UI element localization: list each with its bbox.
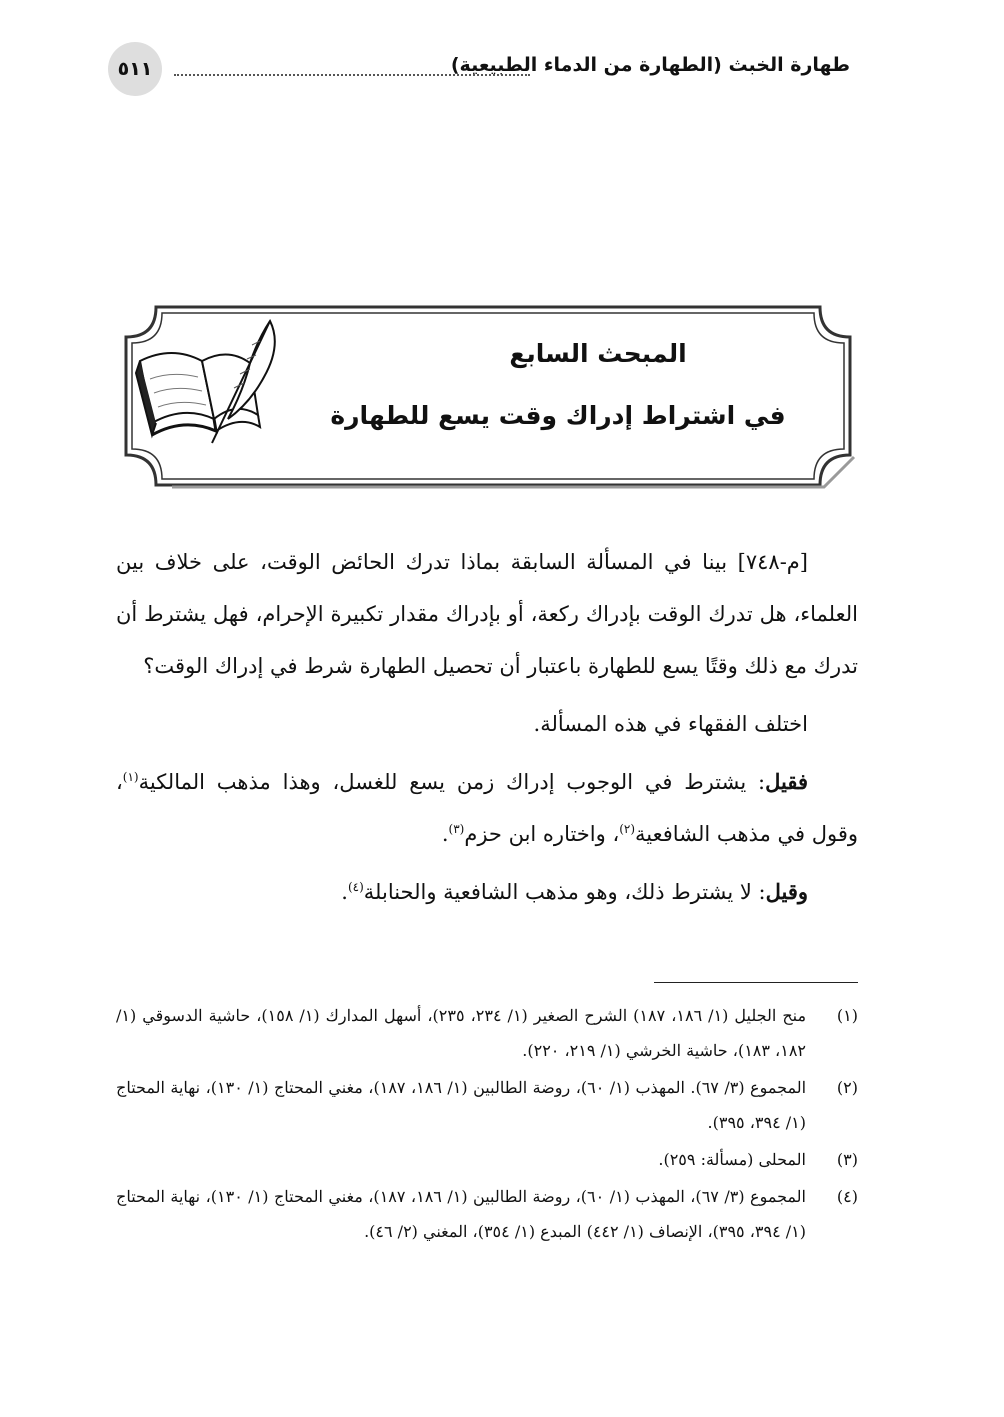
book-and-quill-icon: [132, 311, 282, 451]
running-header-title: طهارة الخبث (الطهارة من الدماء الطبيعية): [450, 54, 850, 76]
footnote-number: (٢): [836, 1078, 858, 1097]
opinion-label: وقيل: [765, 879, 808, 904]
footnotes: [116, 998, 858, 1251]
footnote-separator: [654, 982, 858, 983]
footnote-number: (١): [836, 1006, 858, 1025]
footnote-ref: (٢): [619, 822, 636, 836]
footnote: [116, 1179, 858, 1249]
paragraph-disagreement: اختلف الفقهاء في هذه المسألة.: [533, 712, 808, 736]
footnote-text: المحلى (مسألة: ٢٥٩).: [658, 1150, 806, 1169]
footnote-text: منح الجليل (١/ ١٨٦، ١٨٧) الشرح الصغير (١/ ٢٣٤، ٢٣٥)، أسهل المدارك (١/ ١٥٨)، حاشية الدسوقي (١/ ١٨٢، ١٨٣)، حاشية الخرشي (١/ ٢١٩، ٢٢٠).: [116, 1006, 807, 1060]
footnote-ref: (٣): [448, 822, 465, 836]
paragraph-second-opinion: وقيل: لا يشترط ذلك، وهو مذهب الشافعية والحنابلة$^{(٤)}$.: [341, 879, 808, 904]
footnote-text: المجموع (٣/ ٦٧)، المهذب (١/ ٦٠)، روضة الطالبين (١/ ١٨٦، ١٨٧)، مغني المحتاج (١/ ١٣٠)، نهاية المحتاج (١/ ٣٩٤، ٣٩٥)، الإنصاف (١/ ٤٤٢) المبدع (١/ ٣٥٤)، المغني (٢/ ٤٦).: [116, 1187, 806, 1241]
footnote-ref: (١): [122, 770, 139, 784]
footnote-number: (٤): [836, 1187, 858, 1206]
chapter-heading-frame: [112, 303, 864, 489]
footnote-text: المجموع (٣/ ٦٧). المهذب (١/ ٦٠)، روضة الطالبين (١/ ١٨٦، ١٨٧)، مغني المحتاج (١/ ١٣٠)، نهاية المحتاج (١/ ٣٩٤، ٣٩٥).: [116, 1078, 807, 1132]
main-text: [116, 536, 858, 918]
chapter-subtitle: في اشتراط إدراك وقت يسع للطهارة: [330, 401, 786, 430]
paragraph-intro: [م-٧٤٨] بينا في المسألة السابقة بماذا تدرك الحائض الوقت، على خلاف بين العلماء، هل تدرك الوقت بإدراك ركعة، أو بإدراك مقدار تكبيرة الإحرام، فهل يشترط أن تدرك مع ذلك وقتًا يسع للطهارة باعتبار أن تحصيل الطهارة شرط في إدراك الوقت؟: [116, 550, 858, 678]
footnote: [116, 998, 858, 1068]
footnote-number: (٣): [836, 1150, 858, 1169]
footnote-ref: (٤): [347, 880, 364, 894]
footnote: [116, 1070, 858, 1140]
header-dotted-leader: [174, 74, 530, 76]
footnote: [116, 1142, 858, 1177]
chapter-title: المبحث السابع: [509, 339, 687, 368]
page-number: ٥١١: [108, 42, 162, 96]
running-header: [108, 42, 850, 98]
opinion-label: فقيل: [765, 769, 809, 794]
paragraph-first-opinion: فقيل: يشترط في الوجوب إدراك زمن يسع للغسل، وهذا مذهب المالكية$^{(١)}$، وقول في مذهب الشافعية$^{(٢)}$، واختاره ابن حزم$^{(٣)}$.: [116, 769, 858, 846]
